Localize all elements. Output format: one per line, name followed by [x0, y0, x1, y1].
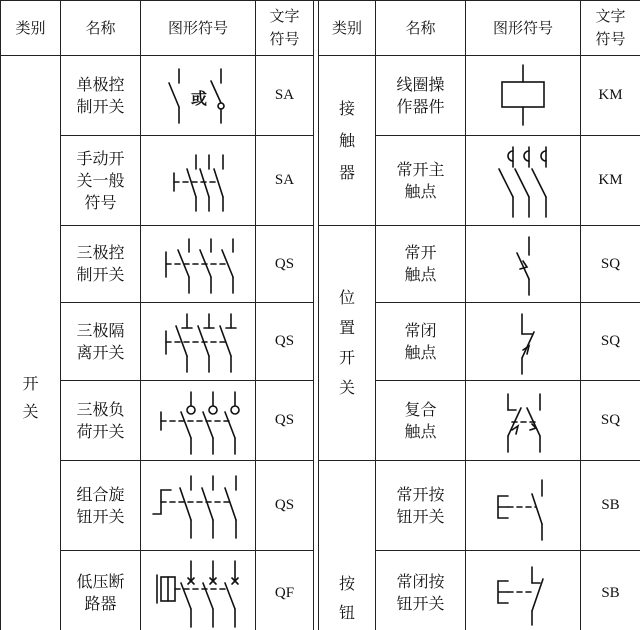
code-cell: KM [581, 136, 640, 226]
code-cell: QS [256, 381, 314, 461]
symbol-cell [141, 381, 256, 461]
code-cell: SB [581, 461, 640, 551]
name-cell: 三极控 制开关 [61, 226, 141, 303]
name-cell: 三极隔 离开关 [61, 303, 141, 381]
coil-icon [466, 57, 581, 135]
code-cell: QF [256, 551, 314, 630]
symbol-cell [466, 551, 581, 630]
table-row [1, 56, 640, 136]
table-row [1, 461, 640, 551]
code-cell: QS [256, 461, 314, 551]
code-cell: SQ [581, 226, 640, 303]
category-switch: 开 关 [1, 56, 61, 630]
header-right-category: 类别 [319, 1, 376, 56]
symbol-cell [466, 226, 581, 303]
category-contactor: 接 触 器 [319, 56, 376, 226]
header-left-name: 名称 [61, 1, 141, 56]
position-switch-nc-contact-icon [466, 304, 581, 380]
code-cell: SA [256, 56, 314, 136]
code-cell: SQ [581, 303, 640, 381]
code-cell: KM [581, 56, 640, 136]
position-switch-no-contact-icon [466, 227, 581, 302]
header-right-symbol: 图形符号 [466, 1, 581, 56]
table-row [1, 226, 640, 303]
pushbutton-no-icon [466, 462, 581, 550]
symbol-cell [466, 136, 581, 226]
header-left-symbol: 图形符号 [141, 1, 256, 56]
compound-contact-icon [466, 382, 581, 460]
code-cell: SQ [581, 381, 640, 461]
name-cell: 线圈操 作器件 [376, 56, 466, 136]
symbol-cell [141, 136, 256, 226]
circuit-breaker-icon [141, 553, 256, 630]
rotary-switch-icon [141, 462, 256, 550]
header-left-code: 文字 符号 [256, 1, 314, 56]
symbol-cell [141, 461, 256, 551]
three-pole-load-switch-icon [141, 382, 256, 460]
three-pole-isolator-switch-icon [141, 304, 256, 380]
symbol-cell [141, 303, 256, 381]
name-cell: 单极控 制开关 [61, 56, 141, 136]
header-right-code: 文字 符号 [581, 1, 640, 56]
name-cell: 常闭 触点 [376, 303, 466, 381]
symbol-cell [466, 461, 581, 551]
manual-switch-icon [141, 137, 256, 225]
name-cell: 组合旋 钮开关 [61, 461, 141, 551]
name-cell: 低压断 路器 [61, 551, 141, 630]
code-cell: QS [256, 303, 314, 381]
category-position-switch: 位 置 开 关 [319, 226, 376, 461]
symbol-cell [466, 303, 581, 381]
symbol-cell [141, 551, 256, 630]
category-button: 按 钮 [319, 461, 376, 630]
name-cell: 常开主 触点 [376, 136, 466, 226]
symbol-cell [466, 56, 581, 136]
name-cell: 常开 触点 [376, 226, 466, 303]
symbol-cell [141, 56, 256, 136]
name-cell: 复合 触点 [376, 381, 466, 461]
name-cell: 常开按 钮开关 [376, 461, 466, 551]
symbol-cell [466, 381, 581, 461]
header-left-category: 类别 [1, 1, 61, 56]
single-pole-switch-icon [141, 57, 256, 135]
header-right-name: 名称 [376, 1, 466, 56]
symbol-cell [141, 226, 256, 303]
pushbutton-nc-icon [466, 553, 581, 630]
code-cell: SA [256, 136, 314, 226]
code-cell: QS [256, 226, 314, 303]
code-cell: SB [581, 551, 640, 630]
name-cell: 手动开 关一般 符号 [61, 136, 141, 226]
three-pole-control-switch-icon [141, 227, 256, 302]
main-contact-icon [466, 137, 581, 225]
header-row [1, 1, 640, 56]
name-cell: 常闭按 钮开关 [376, 551, 466, 630]
or-label: 或 [190, 88, 208, 108]
name-cell: 三极负 荷开关 [61, 381, 141, 461]
